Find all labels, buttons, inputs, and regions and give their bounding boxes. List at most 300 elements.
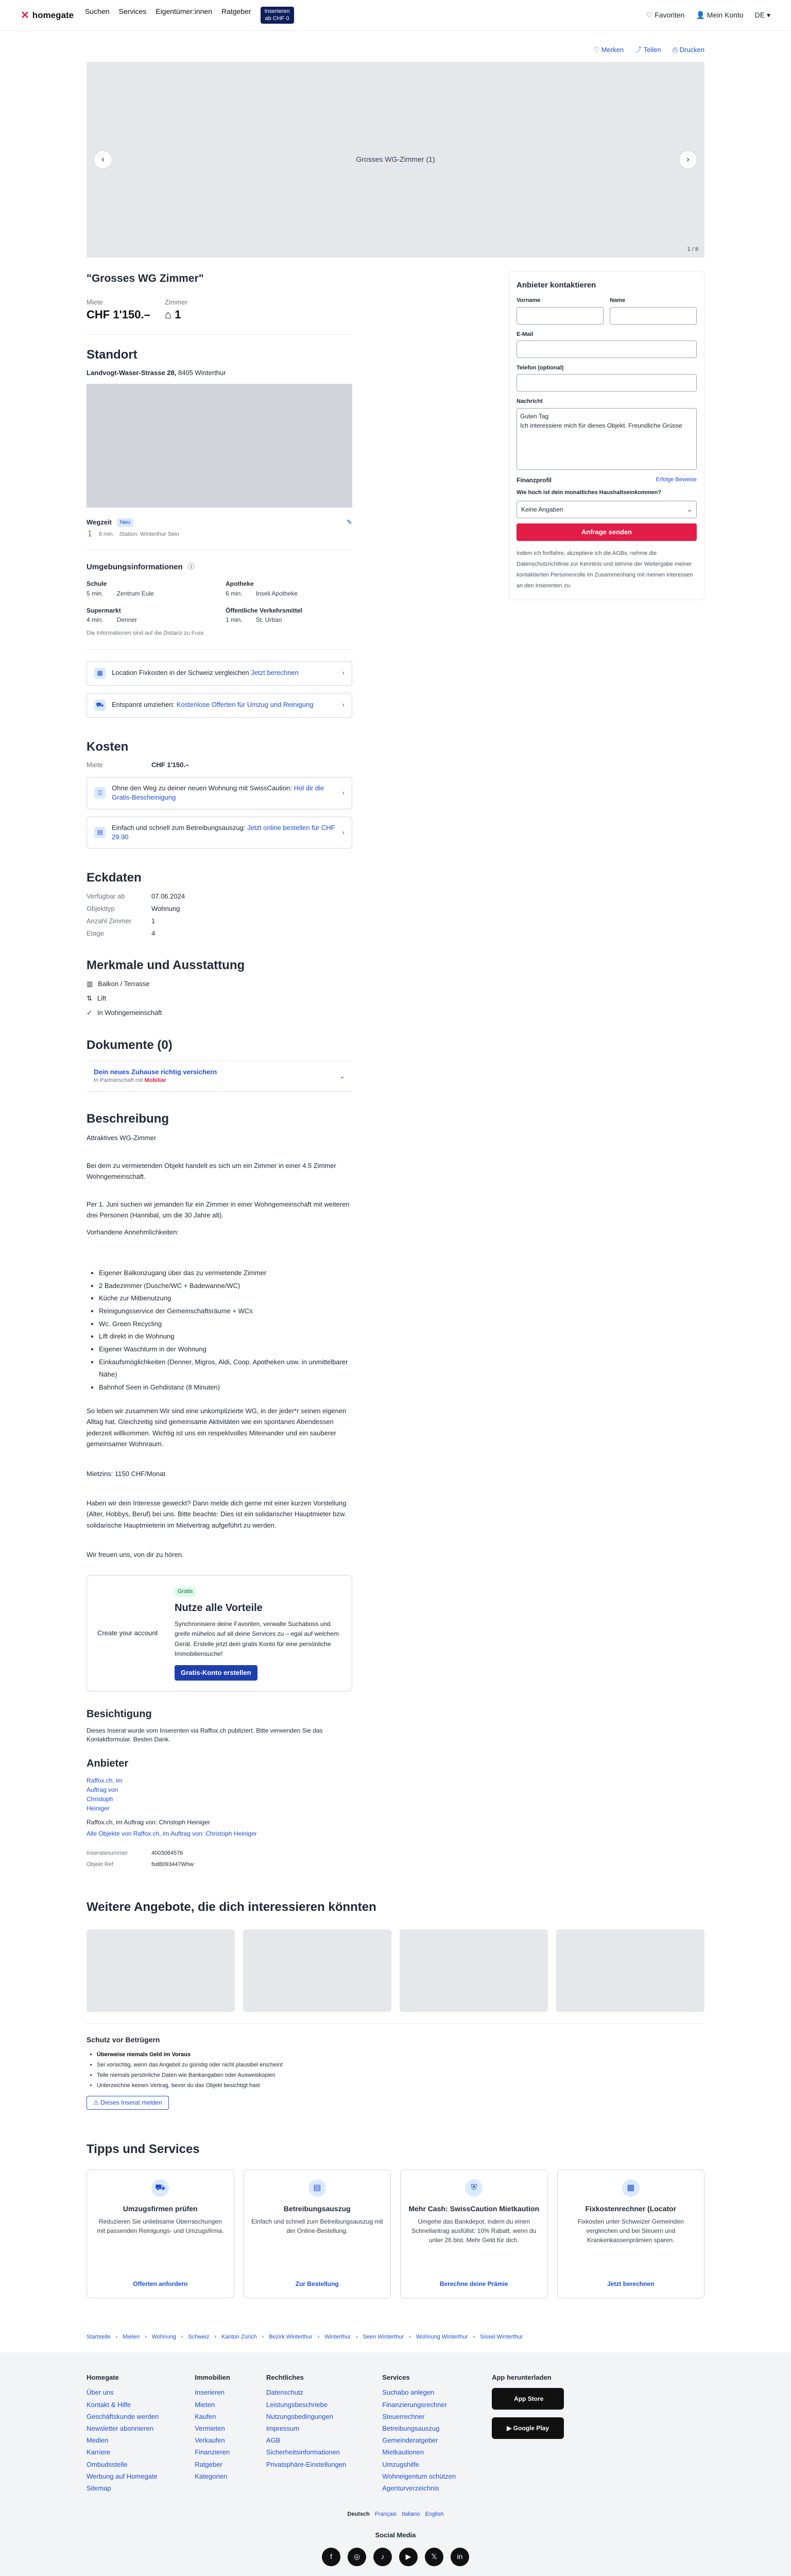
chevron-right-icon: ›	[342, 669, 345, 677]
instagram-icon[interactable]: ◎	[348, 2548, 366, 2566]
language-option[interactable]: Deutsch	[347, 2511, 370, 2518]
list-item: • Wc. Green Recycling	[99, 1318, 352, 1331]
breadcrumb-item[interactable]: Startseite	[87, 2333, 111, 2340]
transport-name: St. Urban	[255, 616, 282, 624]
tip-title: Umzugsfirmen prüfen	[123, 2204, 198, 2213]
list-item: • Eigener Waschturm in der Wohnung	[99, 1343, 352, 1356]
finance-row	[517, 476, 697, 485]
pharmacy-time: 6 min.	[226, 589, 243, 597]
tip-link[interactable]: Jetzt berechnen	[607, 2280, 655, 2287]
contact-form	[509, 271, 704, 600]
google-play-button[interactable]	[492, 2417, 564, 2439]
tip-link[interactable]: Zur Bestellung	[295, 2280, 339, 2287]
tips-cards	[87, 2170, 704, 2298]
youtube-icon[interactable]: ▶	[399, 2548, 418, 2566]
tip-link[interactable]: Berechne deine Prämie	[439, 2280, 508, 2287]
divider	[87, 649, 352, 650]
transport-heading: Öffentliche Verkehrsmittel	[226, 606, 302, 614]
description-paragraph: Wir freuen uns, von dir zu hören.	[87, 1551, 184, 1559]
footer-link[interactable]: Betreibungsauszug	[382, 2424, 440, 2432]
app-store-button[interactable]	[492, 2388, 564, 2410]
gallery-next-button[interactable]	[679, 150, 697, 169]
phone-label: Telefon (optional)	[517, 364, 564, 371]
create-account-button[interactable]: Gratis-Konto erstellen	[175, 1665, 257, 1681]
safety-heading: Schutz vor Betrügern	[87, 2035, 160, 2044]
footer-link[interactable]: Werbung auf Homegate	[87, 2472, 158, 2480]
address-city: 8405 Winterthur	[178, 369, 226, 377]
rent-fact	[87, 298, 150, 323]
breadcrumb: Startseite › Mieten › Wohnung › Schweiz › Kanton Zürich › Bezirk Winterthur › Winterthur › Seen Winterthur › Wohnung Winterthur › Sissel Winterthur	[87, 2333, 704, 2341]
keydata-row	[87, 917, 352, 926]
list-item: • Bahnhof Seen in Gehdistanz (8 Minuten)	[99, 1381, 352, 1394]
chevron-right-icon: ›	[342, 828, 345, 836]
favorites-link[interactable]	[646, 10, 685, 21]
divider	[87, 334, 352, 335]
promo-text: Location Fixkosten in der Schweiz vergleichen	[112, 669, 249, 677]
breadcrumb-item[interactable]: Kanton Zürich	[221, 2333, 257, 2340]
key-icon: ⚿	[94, 787, 106, 799]
breadcrumb-item[interactable]: Schweiz	[188, 2333, 210, 2340]
save-label: Merken	[601, 46, 624, 54]
commute-destination: Station: Winterthur Sein	[119, 531, 179, 537]
share-label: Teilen	[643, 46, 661, 54]
tip-text: Umgehe das Bankdepot, indem du einen Schnellantrag ausfüllst: 10% Rabatt, wenn du unter 26 bist. Mehr Geld für dich.	[411, 2218, 537, 2244]
new-badge: Neu	[117, 518, 133, 527]
viewing-heading: Besichtigung	[87, 1708, 152, 1720]
divider	[87, 2023, 704, 2024]
main-nav	[85, 7, 294, 23]
ref-row	[87, 1861, 352, 1869]
tip-title: Fixkostenrechner (Locator	[585, 2204, 677, 2213]
footer-link[interactable]: Kategorien	[195, 2472, 228, 2480]
surroundings-heading: Umgebungsinformationen	[87, 562, 183, 571]
keydata-value: 1	[151, 917, 156, 925]
balcony-icon: ▥	[87, 979, 93, 988]
description-section	[87, 1110, 352, 1561]
list-item: • Überweise niemals Geld im Voraus	[97, 2050, 704, 2060]
truck-icon: ⛟	[94, 700, 106, 711]
footer-link[interactable]: Gemeinderatgeber	[382, 2436, 438, 2445]
free-badge: Gratis	[175, 1587, 196, 1597]
advertiser-link[interactable]: Raffox.ch, im	[87, 1776, 123, 1784]
location-map[interactable]	[87, 384, 352, 507]
gallery-caption: Grosses WG-Zimmer (1)	[356, 155, 435, 164]
footer-heading: Immobilien	[195, 2374, 230, 2382]
address-street: Landvogt-Waser-Strasse 28,	[87, 369, 177, 377]
footer-col-services	[382, 2373, 456, 2493]
nav-owners[interactable]: Eigentümer:innen	[156, 7, 212, 16]
description-paragraph: Haben wir dein Interesse geweckt? Dann melde dich gerne mit einer kurzen Vorstellung (Alter, Hobbys, Beruf) bei uns. Bitte beachte: Dies ist ein solidarischer Hauptmieter bzw. solidarische Hauptmieterin im Mietvertrag aufgeführt zu werden.	[87, 1499, 347, 1529]
footer-col-homegate	[87, 2373, 159, 2493]
legal-text: Indem ich fortfahre, akzeptiere ich die AGBs, nehme die Datenschutzrichtlinie zur Kenntnis und stimme der Weitergabe meiner kontaktierten Personenrolle im Zusammenhang mit meinen Interessen an den Inserenten zu.	[517, 550, 693, 589]
promo-deposit[interactable]	[87, 777, 352, 809]
tip-title: Mehr Cash: SwissCaution Mietkaution	[408, 2204, 540, 2213]
description-paragraph: Attraktives WG-Zimmer	[87, 1134, 157, 1142]
offer-card[interactable]	[243, 1929, 391, 2012]
promo-fixcosts[interactable]	[87, 661, 352, 686]
brand-name: homegate	[32, 10, 74, 20]
print-label: Drucken	[679, 46, 704, 54]
pharmacy-name: Inseli Apotheke	[255, 589, 298, 597]
list-item: • Eigener Balkonzugang über das zu vermietende Zimmer	[99, 1267, 352, 1280]
offer-card[interactable]	[87, 1929, 235, 2012]
edit-icon[interactable]: ✎	[347, 518, 352, 527]
firstname-field[interactable]	[517, 307, 604, 325]
offers-heading: Weitere Angebote, die dich interessieren könnten	[87, 1900, 376, 1914]
breadcrumb-item[interactable]: Wohnung Winterthur	[416, 2333, 468, 2340]
footer-col-apps	[492, 2373, 564, 2493]
document-icon: ▤	[308, 2179, 326, 2197]
chevron-left-icon: ‹	[101, 155, 105, 164]
chevron-down-icon: ⌄	[339, 1072, 345, 1080]
pharmacy-info	[226, 580, 352, 598]
save-button[interactable]	[594, 45, 624, 55]
nav-guide[interactable]: Ratgeber	[221, 7, 251, 16]
footer-link[interactable]: Geschäftskunde werden	[87, 2412, 159, 2420]
language-option[interactable]: Italiano	[402, 2511, 420, 2518]
transport-time: 1 min.	[226, 616, 243, 624]
signup-illustration-label: Create your account	[97, 1629, 158, 1637]
heart-icon: ♡	[593, 46, 600, 54]
feature-item	[87, 994, 352, 1003]
documents-heading: Dokumente (0)	[87, 1038, 173, 1052]
surroundings-grid	[87, 580, 352, 624]
footer-link[interactable]: Medien	[87, 2436, 109, 2445]
income-question: Wie hoch ist dein monatliches Haushaltseinkommen?	[517, 489, 662, 496]
logo-mark-icon: ✕	[21, 9, 29, 21]
footer-link[interactable]: Privatsphäre-Einstellungen	[266, 2460, 347, 2468]
listing-actions	[87, 31, 704, 62]
footer-link[interactable]: Vermieten	[195, 2424, 225, 2432]
breadcrumb-item[interactable]: Mieten	[123, 2333, 140, 2340]
insurance-link[interactable]: Dein neues Zuhause richtig versichern	[94, 1068, 217, 1076]
user-icon: 👤	[696, 10, 705, 19]
language-list	[0, 2511, 791, 2518]
commute-section	[87, 518, 352, 527]
advertiser-link[interactable]: Heiniger	[87, 1804, 110, 1812]
footer-col-immobilien	[195, 2373, 230, 2493]
social-links	[0, 2548, 791, 2566]
linkedin-icon[interactable]: in	[451, 2548, 469, 2566]
contact-heading: Anbieter kontaktieren	[517, 281, 596, 290]
app-store-label: App Store	[514, 2395, 544, 2402]
lastname-field[interactable]	[610, 307, 697, 325]
info-icon[interactable]: ⓘ	[187, 563, 195, 571]
contact-sidebar	[509, 271, 704, 1872]
tiktok-icon[interactable]: ♪	[373, 2548, 392, 2566]
footer-link[interactable]: Finanzieren	[195, 2448, 230, 2456]
promo-link[interactable]: Hol dir die Gratis-Bescheinigung	[112, 784, 324, 802]
header-right	[646, 10, 770, 21]
feature-item	[87, 979, 352, 989]
school-heading: Schule	[87, 580, 107, 587]
cost-value: CHF 1'150.–	[151, 761, 190, 769]
partner-brand: Mobiliar	[144, 1077, 166, 1084]
footer-link[interactable]: Suchabo anlegen	[382, 2388, 435, 2397]
list-item: • Teile niemals persönliche Daten wie Bankangaben oder Ausweiskopien	[97, 2071, 704, 2081]
feature-item	[87, 1008, 352, 1018]
ref-value: fsd8093447Whw	[151, 1861, 194, 1868]
description-paragraph: Bei dem zu vermietenden Objekt handelt es sich um ein Zimmer in einer 4.5 Zimmer Wohngemeinschaft.	[87, 1161, 336, 1181]
promo-moving[interactable]	[87, 693, 352, 718]
calculator-icon: ▦	[622, 2179, 640, 2197]
calculator-icon: ▦	[94, 668, 106, 679]
pharmacy-heading: Apotheke	[226, 580, 254, 587]
breadcrumb-item[interactable]: Sissel Winterthur	[480, 2333, 523, 2340]
ref-value: 4003064576	[151, 1850, 183, 1857]
share-icon: ⤴	[635, 46, 642, 54]
chevron-right-icon: ›	[342, 789, 345, 797]
gallery-counter: 1 / 8	[687, 246, 698, 252]
facebook-icon[interactable]: f	[322, 2548, 340, 2566]
email-label: E-Mail	[517, 331, 534, 337]
promo-text: Einfach und schnell zum Betreibungsauszug:	[112, 823, 246, 832]
commute-time: 8 min.	[98, 531, 114, 537]
promo-extract[interactable]	[87, 817, 352, 849]
advertiser-heading: Anbieter	[87, 1757, 129, 1769]
print-button[interactable]	[673, 45, 704, 55]
message-label: Nachricht	[517, 398, 543, 405]
commute-info	[87, 531, 352, 538]
breadcrumb-item[interactable]: Wohnung	[151, 2333, 176, 2340]
footer-link[interactable]: AGB	[266, 2436, 281, 2445]
viewing-text: Dieses Inserat wurde vom Inserenten via Raffox.ch publiziert. Bitte verwenden Sie das Kontaktformular. Besten Dank.	[87, 1727, 323, 1743]
footer-col-legal	[266, 2373, 346, 2493]
footer-heading: Rechtliches	[266, 2374, 304, 2382]
footer-link[interactable]: Karriere	[87, 2448, 111, 2456]
content	[87, 31, 704, 2341]
offer-card[interactable]	[556, 1929, 704, 2012]
list-item: • Unterzeichne keinen Vertrag, bevor du das Objekt besichtigt hast	[97, 2081, 704, 2091]
warning-icon: ⚠	[93, 2099, 99, 2107]
transport-info	[226, 606, 352, 625]
supermarket-time: 4 min.	[87, 616, 104, 624]
site-header	[0, 0, 791, 31]
promo-link[interactable]: Jetzt berechnen	[251, 669, 299, 677]
breadcrumb-item[interactable]: Seen Winterthur	[363, 2333, 404, 2340]
description-paragraph: Mietzins: 1150 CHF/Monat	[87, 1469, 165, 1478]
footer-link[interactable]: Kaufen	[195, 2412, 216, 2420]
footer-link[interactable]: Leistungsbeschriebe	[266, 2400, 328, 2409]
all-objects-link[interactable]: Alle Objekte von Raffox.ch, im Auftrag von: Christoph Heiniger	[87, 1830, 257, 1838]
income-select[interactable]	[517, 501, 697, 518]
footer-heading: Services	[382, 2374, 410, 2382]
advertise-label: Inserieren	[264, 8, 290, 15]
insurance-promo[interactable]	[87, 1061, 352, 1092]
footer-link[interactable]: Mieten	[195, 2400, 215, 2409]
promo-text: Ohne den Weg zu deiner neuen Wohnung mit SwissCaution:	[112, 784, 293, 792]
footer-link[interactable]: Über uns	[87, 2388, 114, 2397]
tip-card	[400, 2170, 548, 2298]
tip-text: Fixkosten unter Schweizer Gemeinden vergleichen und bei Steuern und Krankenkassenprämien sparen.	[577, 2218, 684, 2244]
keydata-label: Verfügbar ab	[87, 892, 125, 900]
language-switcher[interactable]: DE ▾	[754, 10, 770, 19]
list-item: • Reinigungsservice der Gemeinschaftsräume + WCs	[99, 1305, 352, 1318]
firstname-label: Vorname	[517, 297, 541, 304]
list-item: • Sei vorsichtig, wenn das Angebot zu günstig oder nicht plausibel erscheint	[97, 2060, 704, 2071]
description-heading: Beschreibung	[87, 1111, 169, 1126]
keydata-heading: Eckdaten	[87, 871, 142, 885]
surroundings-title	[87, 562, 352, 572]
footer-link[interactable]: Nutzungsbedingungen	[266, 2412, 333, 2420]
footer-link[interactable]: Ombudsstelle	[87, 2460, 128, 2468]
cost-row	[87, 760, 352, 770]
keydata-label: Anzahl Zimmer	[87, 917, 132, 925]
listing-title: "Grosses WG Zimmer"	[87, 273, 204, 285]
rooms-label: Zimmer	[164, 298, 187, 306]
feature-label: Balkon / Terrasse	[98, 979, 150, 988]
document-icon: ▤	[94, 827, 106, 838]
rent-label: Miete	[87, 298, 103, 306]
social-heading: Social Media	[375, 2531, 416, 2539]
list-item: • Einkaufsmöglichkeiten (Denner, Migros, Aldi, Coop, Apotheken usw. in unmittelbarer Nähe)	[99, 1356, 352, 1381]
tip-link[interactable]: Offerten anfordern	[133, 2280, 188, 2287]
supermarket-heading: Supermarkt	[87, 606, 121, 614]
site-footer	[0, 2352, 791, 2576]
keydata-row	[87, 892, 352, 901]
features-heading: Merkmale und Ausstattung	[87, 958, 245, 973]
feature-label: In Wohngemeinschaft	[97, 1009, 162, 1017]
tip-text: Einfach und schnell zum Betreibungsauszug mit der Online-Bestellung.	[251, 2218, 383, 2235]
keydata-value: 07.06.2024	[151, 892, 185, 900]
rent-value: CHF 1'150.–	[87, 308, 150, 321]
list-item: • 2 Badezimmer (Dusche/WC + Badewanne/WC)	[99, 1280, 352, 1293]
keydata-row	[87, 904, 352, 913]
check-icon: ✓	[87, 1009, 92, 1017]
breadcrumb-item[interactable]: Winterthur	[324, 2333, 351, 2340]
tips-heading: Tipps und Services	[87, 2142, 200, 2157]
footer-link[interactable]: Wohneigentum schützen	[382, 2472, 456, 2480]
footer-link[interactable]: Newsletter abonnieren	[87, 2424, 154, 2432]
lastname-label: Name	[610, 297, 625, 304]
language-label: DE	[754, 10, 765, 19]
partner-label: In Partnerschaft mit	[94, 1077, 143, 1084]
list-item: • Küche zur Mitbenutzung	[99, 1292, 352, 1305]
advertiser-link[interactable]: Auftrag von	[87, 1786, 118, 1793]
footer-link[interactable]: Sitemap	[87, 2484, 111, 2492]
promo-text: Entspannt umziehen:	[112, 701, 175, 709]
report-listing-button[interactable]	[87, 2096, 169, 2110]
footer-link[interactable]: Agenturverzeichnis	[382, 2484, 439, 2492]
footer-link[interactable]: Ratgeber	[195, 2460, 222, 2468]
footer-heading: App herunterladen	[492, 2374, 552, 2382]
advertiser-name	[87, 1776, 352, 1813]
address	[87, 368, 352, 378]
amenities-list	[99, 1267, 352, 1394]
school-name: Zentrum Eule	[116, 589, 154, 597]
offer-card[interactable]	[400, 1929, 548, 2012]
finance-link[interactable]: Erfolge Beweise	[656, 477, 697, 483]
truck-icon: ⛟	[151, 2179, 169, 2197]
cost-label: Miete	[87, 761, 103, 769]
rooms-fact	[165, 298, 187, 323]
chevron-down-icon: ⌄	[686, 505, 692, 513]
account-link[interactable]	[696, 10, 743, 21]
commute-label: Wegzeit	[87, 518, 112, 527]
heart-icon: ♡	[646, 10, 653, 19]
footer-link[interactable]: Mietkautionen	[382, 2448, 424, 2456]
supermarket-info	[87, 606, 213, 625]
rooms-value: 1	[175, 308, 181, 321]
promo-link[interactable]: Kostenlose Offerten für Umzug und Reinigung	[176, 701, 314, 709]
phone-field[interactable]	[517, 374, 697, 392]
play-icon: ▶	[507, 2424, 512, 2432]
send-request-button[interactable]: Anfrage senden	[517, 523, 697, 541]
offers-carousel	[87, 1929, 704, 2012]
tip-card	[557, 2170, 705, 2298]
footer-link[interactable]: Finanzierungsrechner	[382, 2400, 447, 2409]
description-paragraph: Vorhandene Annehmlichkeiten:	[87, 1228, 179, 1236]
door-icon: ⌂	[164, 308, 172, 321]
footer-link[interactable]: Impressum	[266, 2424, 300, 2432]
brand-logo[interactable]	[21, 8, 74, 23]
description-paragraph: Per 1. Juni suchen wir jemanden für ein Zimmer in einer Wohngemeinschaft mit weiteren drei Personen (Hannibal, um die 30 Jahre alt).	[87, 1200, 350, 1219]
ref-label: Inseratenummer	[87, 1850, 128, 1857]
list-item: • Lift direkt in die Wohnung	[99, 1330, 352, 1343]
advertise-price: ab CHF 0	[265, 15, 289, 22]
tip-card	[244, 2170, 391, 2298]
walk-icon: 🚶	[87, 531, 94, 537]
image-gallery[interactable]	[87, 62, 704, 258]
footer-link[interactable]: Steuerrechner	[382, 2412, 425, 2420]
ref-label: Objekt Ref	[87, 1861, 113, 1868]
key-facts	[87, 298, 352, 323]
advertiser-info: Raffox.ch, im Auftrag von: Christoph Heiniger	[87, 1818, 210, 1826]
tip-text: Reduzieren Sie unliebsame Überraschungen mit passenden Reinigungs- und Umzugsfirma.	[97, 2218, 224, 2235]
language-option[interactable]: English	[425, 2511, 444, 2518]
gallery-prev-button[interactable]	[94, 150, 112, 169]
income-value: Keine Angaben	[521, 505, 563, 513]
tip-title: Betreibungsauszug	[283, 2204, 351, 2213]
email-field[interactable]	[517, 341, 697, 358]
nav-search[interactable]: Suchen	[85, 7, 110, 16]
signup-text: Synchronisiere deine Favoriten, verwalte Suchaboss und greife mühelos auf all deine Services zu – egal auf welchem Gerät. Erstelle jetzt dein gratis Konto für eine persönliche Immobiliensuche!	[175, 1620, 339, 1657]
x-icon[interactable]: 𝕏	[425, 2548, 443, 2566]
keydata-label: Etage	[87, 929, 104, 938]
footer-link[interactable]: Inserieren	[195, 2388, 225, 2397]
ref-row	[87, 1850, 352, 1857]
account-label: Mein Konto	[707, 10, 744, 19]
elevator-icon: ⇅	[87, 994, 92, 1003]
footer-link[interactable]: Datenschutz	[266, 2388, 304, 2397]
keydata-value: Wohnung	[151, 904, 180, 912]
footer-link[interactable]: Verkaufen	[195, 2436, 225, 2445]
share-button[interactable]	[635, 45, 661, 55]
location-heading: Standort	[87, 347, 137, 362]
google-play-label: Google Play	[513, 2424, 549, 2432]
footer-link[interactable]: Sicherheitsinformationen	[266, 2448, 340, 2456]
shield-icon: ⛨	[465, 2179, 483, 2197]
language-option[interactable]: Français	[374, 2511, 397, 2518]
keydata-row	[87, 929, 352, 938]
school-info	[87, 580, 213, 598]
signup-title: Nutze alle Vorteile	[175, 1602, 263, 1614]
advertiser-link[interactable]: Christoph	[87, 1795, 113, 1803]
printer-icon: ⎙	[672, 46, 678, 54]
breadcrumb-item[interactable]: Bezirk Winterthur	[269, 2333, 313, 2340]
nav-services[interactable]: Services	[118, 7, 147, 16]
footer-link[interactable]: Umzugshilfe	[382, 2460, 419, 2468]
nav-advertise-button[interactable]	[261, 7, 294, 23]
description-paragraph: So leben wir zusammen:Wir sind eine unkomplizierte WG, in der jeder*r seinen eigenen Alltag hat. Gleichzeitig sind gemeinsame Aktivitäten wie ein spontanes Abendessen jederzeit willkommen. Wichtig ist uns ein respektvolles Miteinander und ein sauberer gemeinsamer Wohnraum.	[87, 1406, 347, 1448]
supermarket-name: Denner	[116, 616, 137, 624]
promo-link[interactable]: Jetzt online bestellen für CHF 29.90	[112, 823, 335, 841]
message-field[interactable]: Guten Tag Ich interessiere mich für dieses Objekt. Freundliche Grüsse	[517, 408, 697, 470]
main-column	[87, 271, 352, 1872]
surroundings-note: Die Informationen sind auf die Distanz zu Fuss	[87, 630, 204, 637]
footer-link[interactable]: Kontakt & Hilfe	[87, 2400, 131, 2409]
school-time: 5 min.	[87, 589, 104, 597]
